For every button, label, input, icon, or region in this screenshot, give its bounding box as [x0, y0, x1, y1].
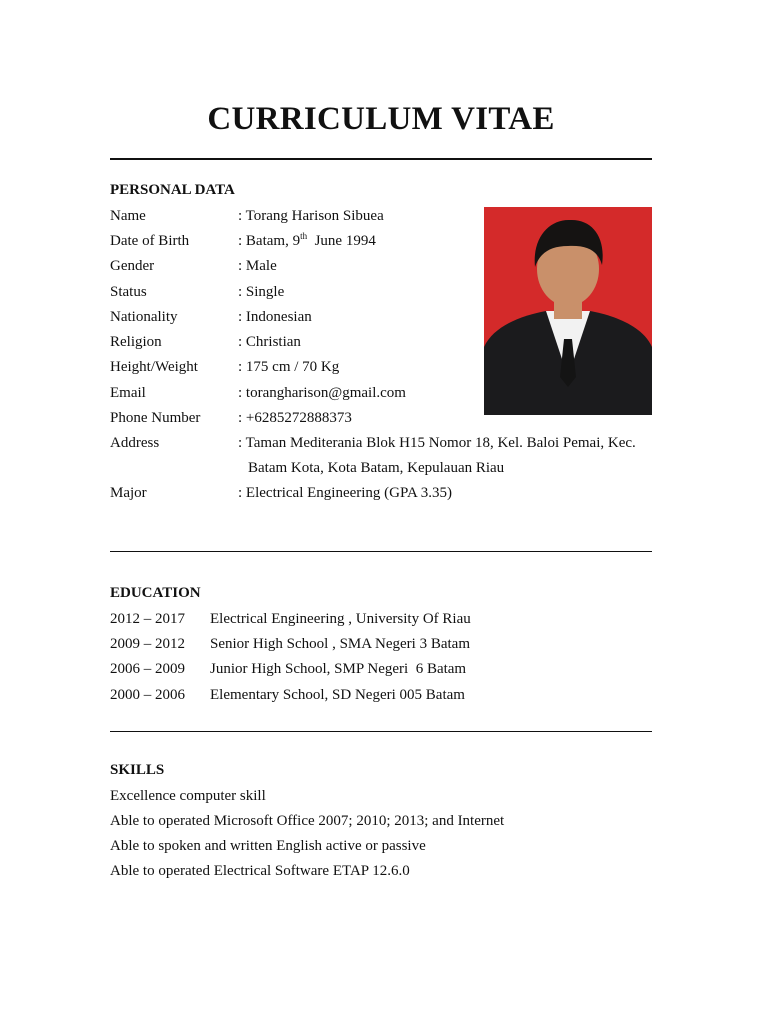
field-value: [238, 231, 376, 251]
field-label: Religion: [110, 334, 162, 350]
section-divider: [110, 731, 652, 732]
skills-heading: SKILLS: [110, 762, 165, 778]
education-years: 2006 – 2009: [110, 661, 185, 677]
field-label: Address: [110, 435, 160, 451]
field-value: : +6285272888373: [238, 410, 352, 426]
field-label: Date of Birth: [110, 233, 190, 249]
field-value: : 175 cm / 70 Kg: [238, 359, 340, 375]
field-value: : torangharison@gmail.com: [238, 385, 406, 401]
field-label: Status: [110, 284, 147, 300]
field-value: : Single: [238, 284, 285, 300]
education-years: 2012 – 2017: [110, 611, 185, 627]
field-label: Email: [110, 385, 146, 401]
education-desc: Junior High School, SMP Negeri 6 Batam: [210, 661, 467, 677]
education-desc: Electrical Engineering , University Of Riau: [210, 611, 471, 627]
skill-item: Excellence computer skill: [110, 788, 266, 804]
education-desc: Senior High School , SMA Negeri 3 Batam: [210, 636, 470, 652]
field-label: Name: [110, 208, 146, 224]
dob-suffix: June 1994: [307, 233, 376, 249]
field-address-line2: Batam Kota, Kota Batam, Kepulauan Riau: [248, 460, 505, 476]
field-label: Nationality: [110, 309, 178, 325]
dob-prefix: : Batam, 9: [238, 233, 301, 249]
field-label: Major: [110, 485, 147, 501]
education-years: 2000 – 2006: [110, 687, 185, 703]
section-divider: [110, 551, 652, 552]
dob-ordinal-suffix: th: [300, 231, 308, 241]
skill-item: Able to spoken and written English active or passive: [110, 838, 426, 854]
page-title: CURRICULUM VITAE: [207, 101, 555, 137]
title-divider: [110, 158, 652, 160]
profile-photo: [484, 207, 652, 415]
field-value: : Torang Harison Sibuea: [238, 208, 384, 224]
field-value: : Male: [238, 258, 277, 274]
field-label: Gender: [110, 258, 155, 274]
skill-item: Able to operated Electrical Software ETAP 12.6.0: [110, 863, 410, 879]
education-years: 2009 – 2012: [110, 636, 185, 652]
field-value: : Taman Mediterania Blok H15 Nomor 18, Kel. Baloi Pemai, Kec.: [238, 435, 636, 451]
skill-item: Able to operated Microsoft Office 2007; 2010; 2013; and Internet: [110, 813, 505, 829]
education-desc: Elementary School, SD Negeri 005 Batam: [210, 687, 465, 703]
field-label: Phone Number: [110, 410, 201, 426]
field-label: Height/Weight: [110, 359, 198, 375]
field-value: : Christian: [238, 334, 301, 350]
field-value: : Indonesian: [238, 309, 312, 325]
field-value: : Electrical Engineering (GPA 3.35): [238, 485, 452, 501]
personal-data-heading: PERSONAL DATA: [110, 182, 235, 198]
education-heading: EDUCATION: [110, 585, 201, 601]
